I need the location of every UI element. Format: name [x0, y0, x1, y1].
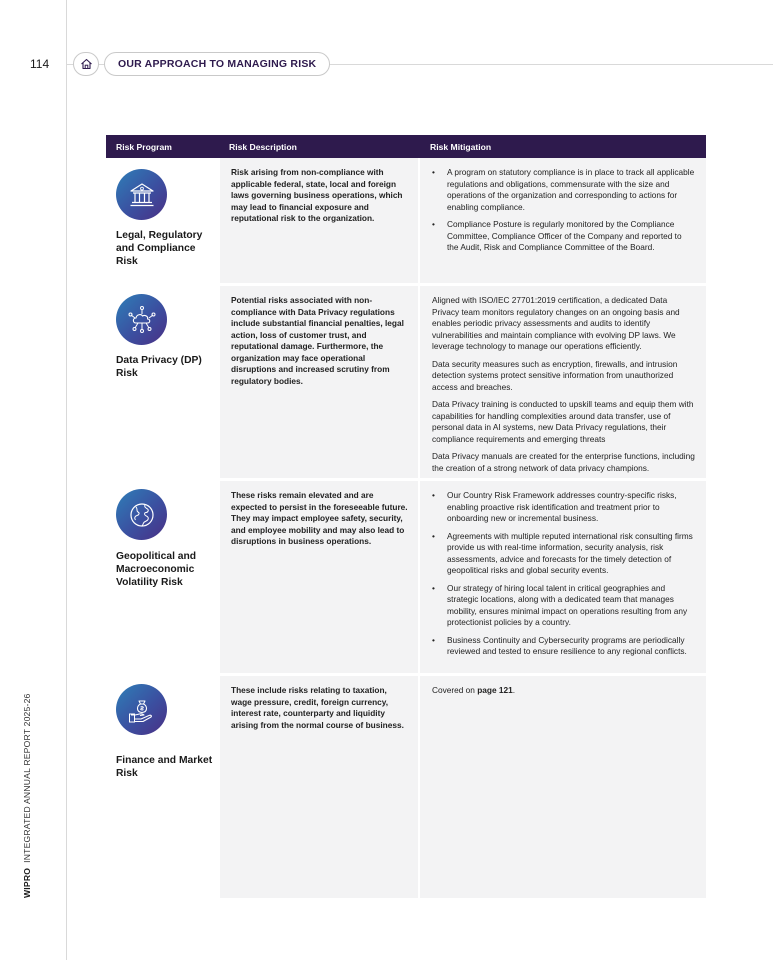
table-row	[106, 478, 706, 673]
footer	[22, 693, 32, 898]
home-icon	[80, 58, 93, 70]
money-hand-icon	[116, 684, 167, 735]
mitigation-prefix: Covered on	[432, 685, 478, 695]
mitigation-paragraph: Data Privacy manuals are created for the enterprise functions, including the creation of a strong network of data privacy champions.	[432, 451, 695, 473]
cloud-network-icon	[116, 294, 167, 345]
side-rule	[66, 0, 67, 960]
risk-description-cell: These risks remain elevated and are expected to persist in the foreseeable future. They may impact employee safety, security, and employee mobility and may also lead to disruptions in business operations.	[218, 478, 418, 673]
footer-text: INTEGRATED ANNUAL REPORT 2025-26	[22, 693, 32, 863]
globe-icon	[116, 489, 167, 540]
risk-description-cell: Potential risks associated with non-compliance with Data Privacy regulations include substantial financial penalties, legal action, loss of customer trust, and reputational damage. Furthermore, the organization may face operational disruptions and increased scrutiny from regulatory bodies.	[218, 283, 418, 478]
risk-mitigation-cell	[418, 478, 706, 673]
risk-program-cell	[106, 158, 218, 283]
mitigation-item: • Business Continuity and Cybersecurity programs are periodically reviewed and tested to ensure resilience to any regional conflicts.	[432, 635, 695, 658]
risk-program-cell	[106, 478, 218, 673]
risk-program-label: Legal, Regulatory and Compliance Risk	[116, 230, 203, 267]
risk-program-label: Finance and Market Risk	[116, 755, 213, 779]
header-risk-program: Risk Program	[116, 141, 172, 152]
mitigation-paragraph: Aligned with ISO/IEC 27701:2019 certification, a dedicated Data Privacy team monitors regulatory changes on an ongoing basis and enables periodic privacy assessments and audits to identify vulnerabilities and maintain compliance with evolving DP laws. We leverage technology to manage our operations efficiently.	[432, 295, 680, 351]
risk-program-label: Data Privacy (DP) Risk	[116, 355, 202, 379]
mitigation-suffix: .	[512, 685, 516, 695]
mitigation-item: • Our strategy of hiring local talent in critical geographies and strategic locations, along with a dedicated team that manages mobility, ensures minimal impact on operations resulting from any protectionist policies by a country.	[432, 583, 695, 629]
risk-description-cell: These include risks relating to taxation, wage pressure, credit, foreign currency, interest rate, counterparty and liquidity arising from the normal course of business.	[218, 673, 418, 898]
risk-program-label: Geopolitical and Macroeconomic Volatility Risk	[116, 551, 197, 588]
bank-icon	[116, 169, 167, 220]
page-number: 114	[30, 57, 50, 71]
table-row	[106, 283, 706, 478]
risk-mitigation-cell	[418, 283, 706, 478]
mitigation-item: • A program on statutory compliance is in place to track all applicable regulations and obligations, commensurate with the size and operations of the organization and corresponding to actions for enabling compliance.	[432, 167, 695, 213]
section-title[interactable]: OUR APPROACH TO MANAGING RISK	[104, 52, 330, 76]
risk-program-cell	[106, 283, 218, 478]
mitigation-item: • Agreements with multiple reputed international risk consulting firms provide us with real-time information, security analysis, risk assessments, advice and forecasts for the timely detection of geopolitical risks and global security events.	[432, 531, 695, 577]
mitigation-item: • Compliance Posture is regularly monitored by the Compliance Committee, Compliance Officer of the Company and reported to the Audit, Risk and Compliance Committee of the Board.	[432, 219, 695, 254]
risk-program-cell	[106, 673, 218, 898]
home-button[interactable]	[73, 52, 99, 76]
header-risk-mitigation: Risk Mitigation	[430, 141, 492, 152]
table-row	[106, 158, 706, 283]
footer-brand: WIPRO	[22, 867, 32, 898]
table-row	[106, 673, 706, 898]
risk-description-cell: Risk arising from non-compliance with applicable federal, state, local and foreign laws governing business operations, which may lead to financial exposure and reputational risk to the organization.	[218, 158, 418, 283]
mitigation-paragraph	[432, 685, 695, 697]
risk-table	[106, 135, 706, 898]
risk-mitigation-cell	[418, 158, 706, 283]
risk-mitigation-cell	[418, 673, 706, 898]
mitigation-paragraph: Data Privacy training is conducted to upskill teams and equip them with capabilities for handling complexities around data transfer, use of personal data in AI systems, new Data Privacy regulations, their compliance requirements and emerging threats	[432, 399, 694, 444]
header-risk-description: Risk Description	[229, 141, 297, 152]
mitigation-paragraph: Data security measures such as encryption, firewalls, and intrusion detection systems protect sensitive information from unauthorized access and breaches.	[432, 358, 678, 392]
table-header	[106, 135, 706, 158]
page-reference-link[interactable]: page 121	[477, 685, 513, 695]
mitigation-item: • Our Country Risk Framework addresses country-specific risks, enabling proactive risk identification and treatment prior to onboarding new or incremental business.	[432, 490, 695, 525]
